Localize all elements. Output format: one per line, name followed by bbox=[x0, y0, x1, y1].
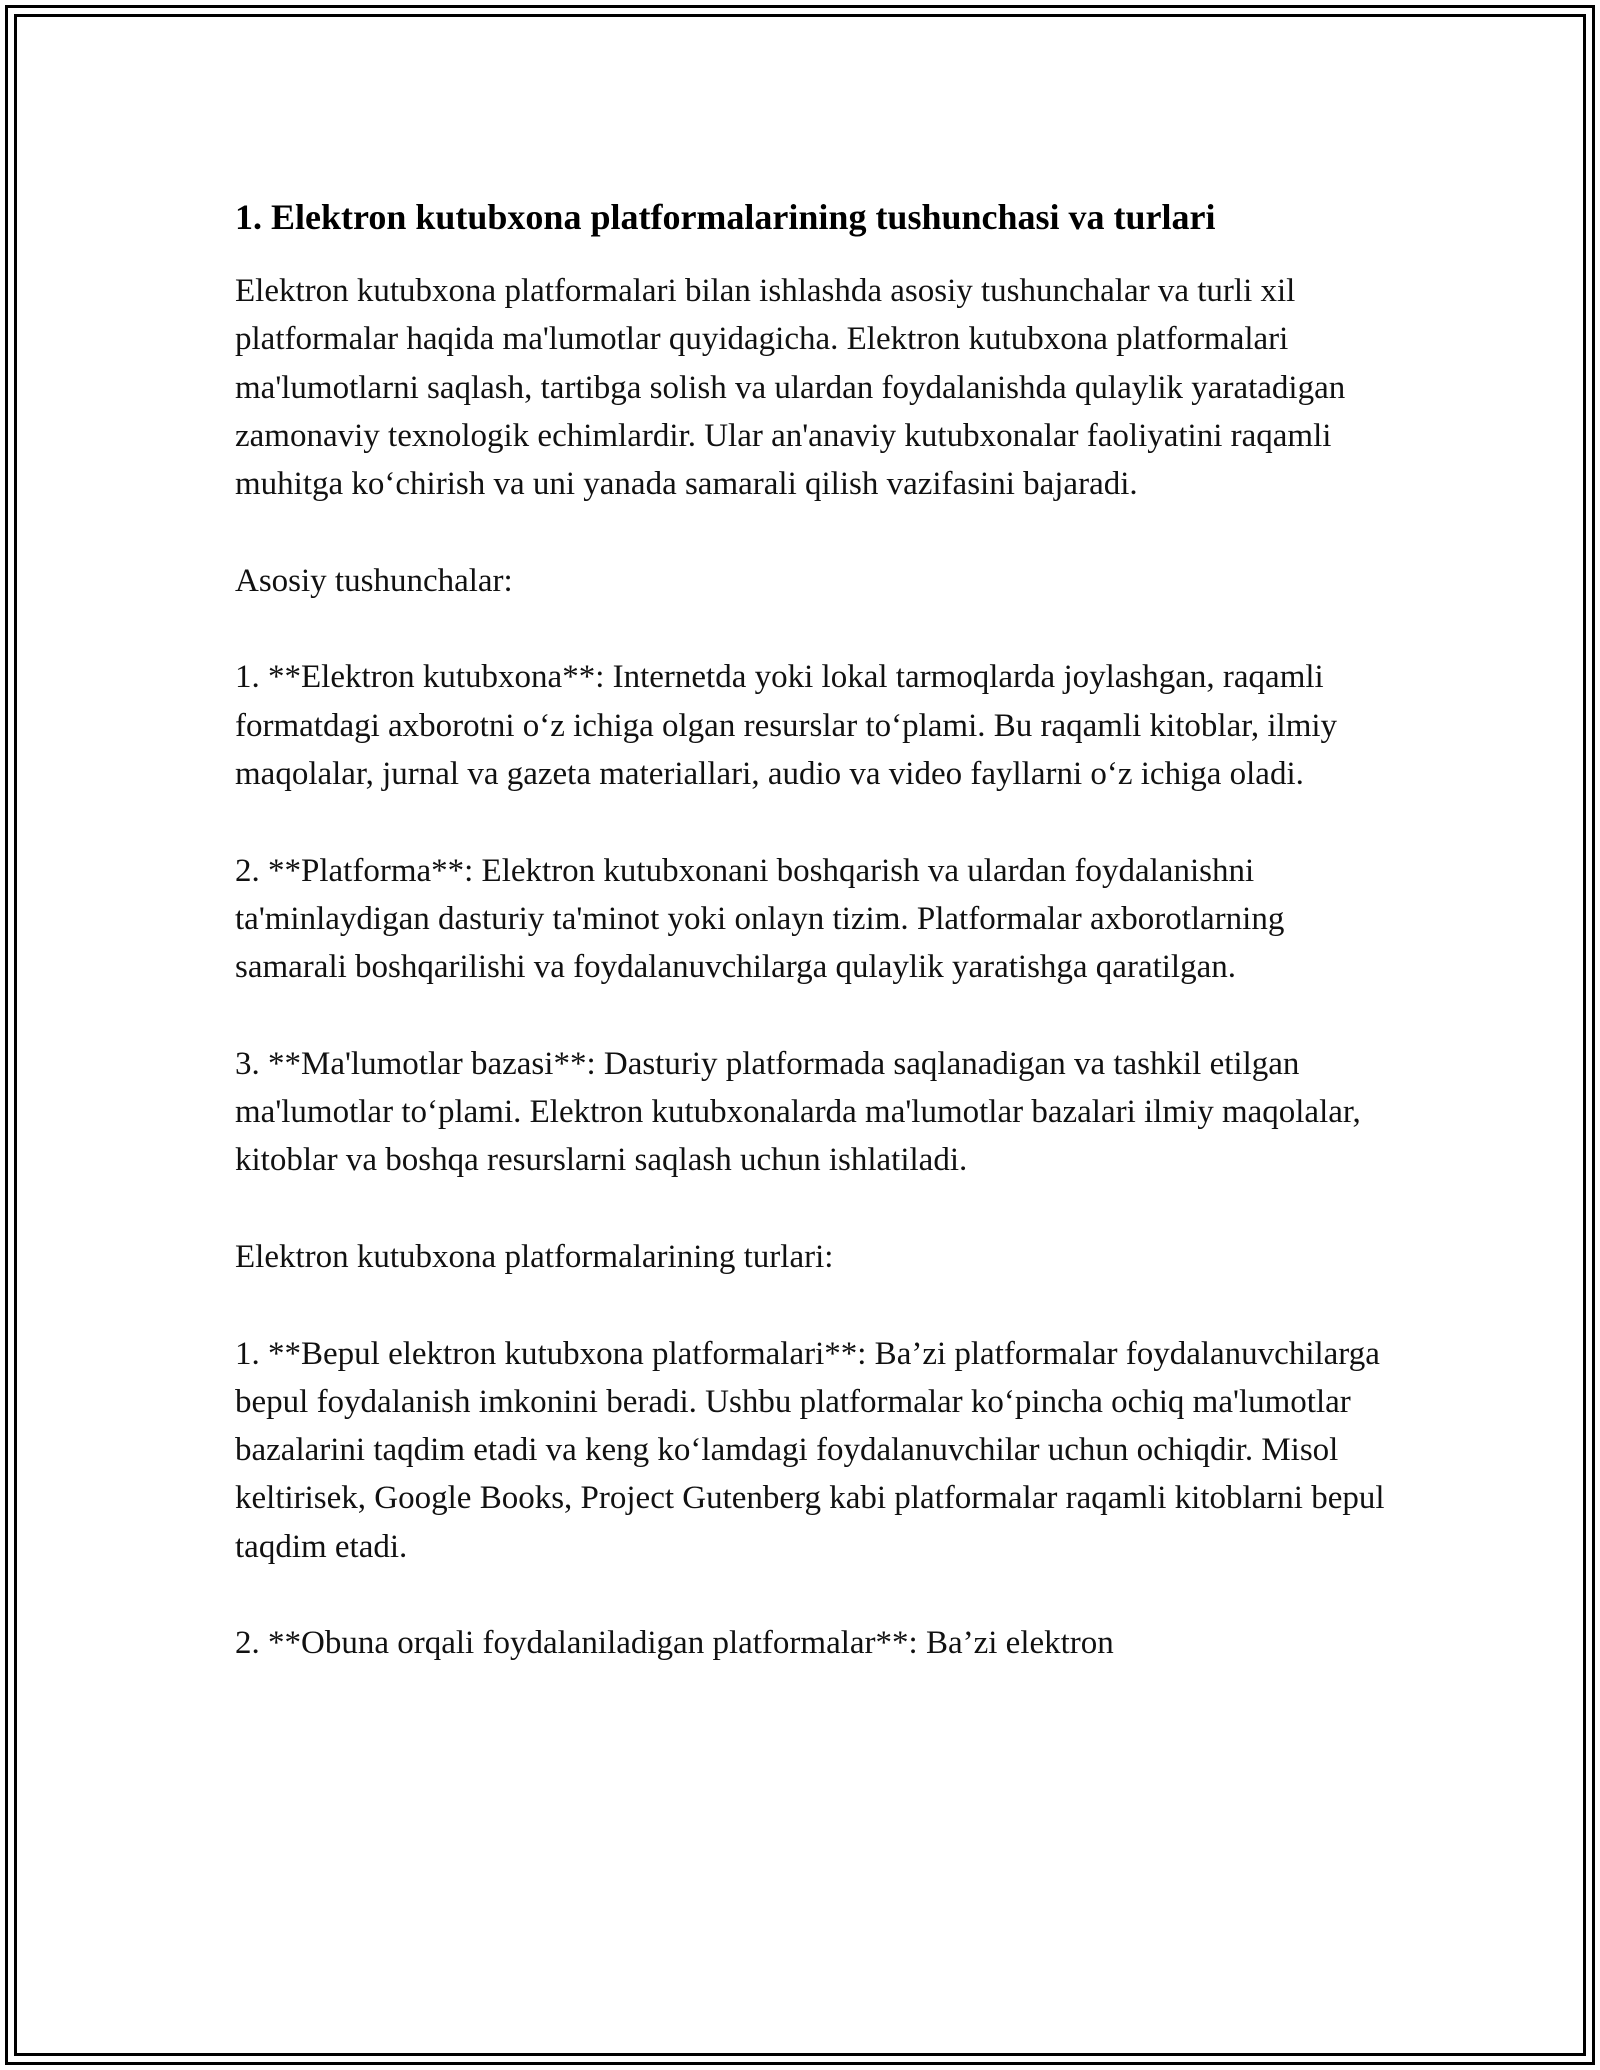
paragraph-gap bbox=[235, 1185, 1395, 1233]
concepts-label: Asosiy tushunchalar: bbox=[235, 562, 513, 599]
type-item-free-platforms: 1. **Bepul elektron kutubxona platformalari**: Ba’zi platformalar foydalanuvchilarga bepul foydalanish imkonini beradi. Ushbu platformalar ko‘pincha ochiq ma'lumotlar bazalarini taqdim etadi va keng ko‘lamdagi foydalanuvchilar uchun ochiqdir. Misol keltirisek, Google Books, Project Gutenberg kabi platformalar raqamli kitoblarni bepul taqdim etadi. bbox=[235, 1335, 1393, 1565]
intro-paragraph: Elektron kutubxona platformalari bilan ishlashda asosiy tushunchalar va turli xil platformalar haqida ma'lumotlar quyidagicha. Elektron kutubxona platformalari ma'lumotlarni saqlash, tartibga solish va ulardan foydalanishda qulaylik yaratadigan zamonaviy texnologik echimlardir. Ular an'anaviy kutubxonalar faoliyatini raqamli muhitga ko‘chirish va uni yanada samarali qilish vazifasini bajaradi. bbox=[235, 273, 1354, 503]
paragraph-gap bbox=[235, 508, 1395, 556]
document-body bbox=[235, 190, 1395, 1668]
concept-item-database: 3. **Ma'lumotlar bazasi**: Dasturiy platformada saqlanadigan va tashkil etilgan ma'lumotlar to‘plami. Elektron kutubxonalarda ma'lumotlar bazalari ilmiy maqolalar, kitoblar va boshqa resurslarni saqlash uchun ishlatiladi. bbox=[235, 1045, 1370, 1179]
concept-item-electronic-library: 1. **Elektron kutubxona**: Internetda yoki lokal tarmoqlarda joylashgan, raqamli formatdagi axborotni o‘z ichiga olgan resurslar to‘plami. Bu raqamli kitoblar, ilmiy maqolalar, jurnal va gazeta materiallari, audio va video fayllarni o‘z ichiga oladi. bbox=[235, 659, 1346, 792]
paragraph-gap bbox=[235, 605, 1395, 653]
concept-item-platform: 2. **Platforma**: Elektron kutubxonani boshqarish va ulardan foydalanishni ta'minlaydigan dasturiy ta'minot yoki onlayn tizim. Platformalar axborotlarning samarali boshqarilishi va foydalanuvchilarga qulaylik yaratishga qaratilgan. bbox=[235, 852, 1293, 986]
paragraph-gap bbox=[235, 798, 1395, 846]
types-label: Elektron kutubxona platformalarining turlari: bbox=[235, 1238, 834, 1275]
type-item-subscription-platforms: 2. **Obuna orqali foydalaniladigan platformalar**: Ba’zi elektron bbox=[235, 1625, 1114, 1662]
paragraph-gap bbox=[235, 1281, 1395, 1329]
section-heading: 1. Elektron kutubxona platformalarining tushunchasi va turlari bbox=[235, 197, 1216, 237]
paragraph-gap bbox=[235, 1571, 1395, 1619]
paragraph-gap bbox=[235, 991, 1395, 1039]
